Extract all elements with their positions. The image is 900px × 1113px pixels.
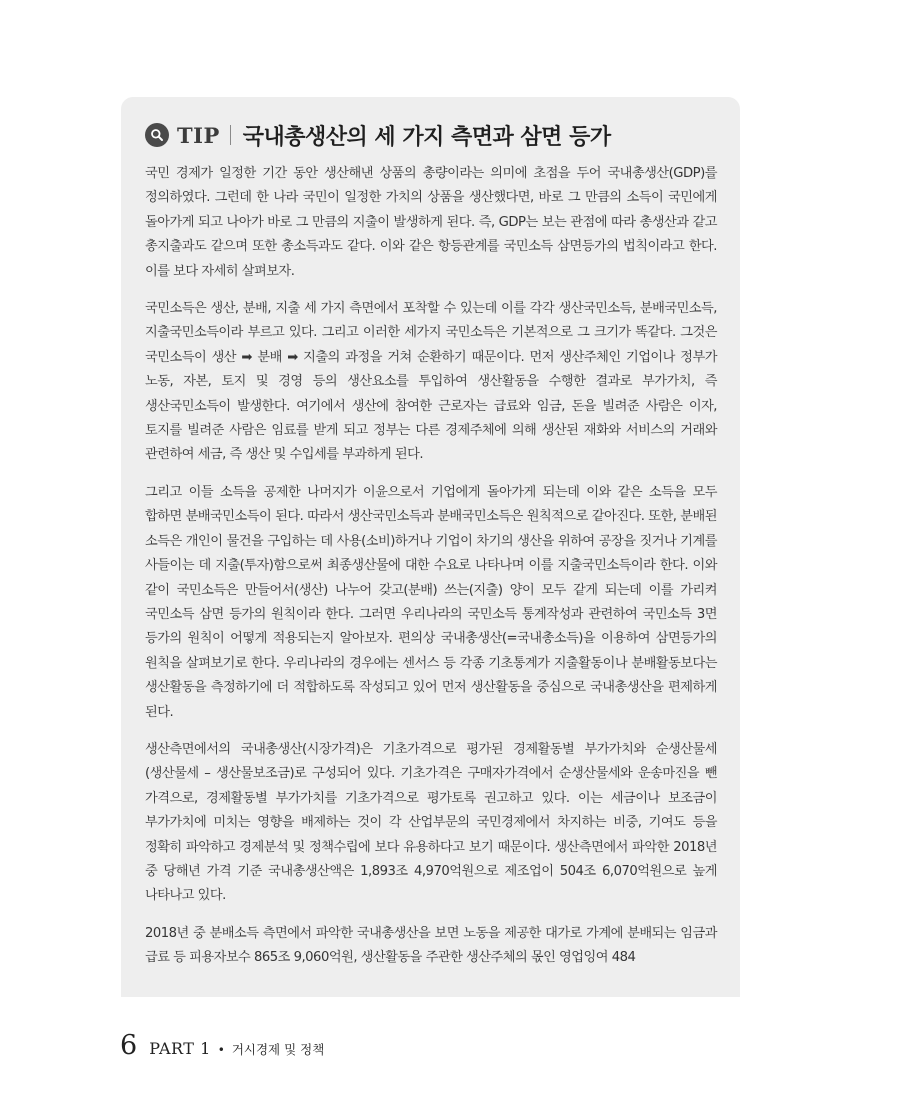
page-number: 6: [120, 1030, 138, 1061]
page-footer: [120, 1030, 324, 1070]
tip-header: [145, 118, 611, 152]
tip-title: 국내총생산의 세 가지 측면과 삼면 등가: [242, 124, 611, 150]
paragraph: 2018년 중 분배소득 측면에서 파악한 국내총생산을 보면 노동을 제공한 대가로 가계에 분배되는 임금과 급료 등 피용자보수 865조 9,060억원, 생산활동을 주관한 생산주체의 몫인 영업잉여 484: [145, 925, 717, 966]
part-label: PART 1: [149, 1039, 211, 1058]
tip-divider: [230, 125, 231, 145]
paragraph: 생산측면에서의 국내총생산(시장가격)은 기초가격으로 평가된 경제활동별 부가가치와 순생산물세(생산물세 – 생산물보조금)로 구성되어 있다. 기초가격은 구매자가격에서 순생산물세와 운송마진을 뺀 가격으로, 경제활동별 부가가치를 기초가격으로 평가토록 권고하고 있다. 이는 세금이나 보조금이 부가가치에 미치는 영향을 배제하는 것이 각 산업부문의 국민경제에서 차지하는 비중, 기여도 등을 정확히 파악하고 경제분석 및 정책수립에 보다 유용하다고 보기 때문이다. 생산측면에서 파악한 2018년 중 당해년 가격 기준 국내총생산액은 1,893조 4,970억원으로 제조업이 504조 6,070억원으로 높게 나타나고 있다.: [145, 741, 717, 904]
tip-content: [145, 162, 717, 984]
footer-bullet: •: [217, 1043, 225, 1057]
paragraph: 국민소득은 생산, 분배, 지출 세 가지 측면에서 포착할 수 있는데 이를 각각 생산국민소득, 분배국민소득, 지출국민소득이라 부르고 있다. 그리고 이러한 세가지 국민소득은 기본적으로 그 크기가 똑같다. 그것은 국민소득이 생산 ➡ 분배 ➡ 지출의 과정을 거쳐 순환하기 때문이다. 먼저 생산주체인 기업이나 정부가 노동, 자본, 토지 및 경영 등의 생산요소를 투입하여 생산활동을 수행한 결과로 부가가치, 즉 생산국민소득이 발생한다. 여기에서 생산에 참여한 근로자는 급료와 임금, 돈을 빌려준 사람은 이자, 토지를 빌려준 사람은 임료를 받게 되고 정부는 다른 경제주체에 의해 생산된 재화와 서비스의 거래와 관련하여 세금, 즉 생산 및 수입세를 부과하게 된다.: [145, 301, 717, 463]
search-icon: [145, 123, 169, 147]
paragraph: 국민 경제가 일정한 기간 동안 생산해낸 상품의 총량이라는 의미에 초점을 두어 국내총생산(GDP)를 정의하였다. 그런데 한 나라 국민이 일정한 가치의 상품을 생산했다면, 바로 그 만큼의 소득이 국민에게 돌아가게 되고 나아가 바로 그 만큼의 지출이 발생하게 된다. 즉, GDP는 보는 관점에 따라 총생산과 같고 총지출과도 같으며 또한 총소득과도 같다. 이와 같은 항등관계를 국민소득 삼면등가의 법칙이라고 한다. 이를 보다 자세히 살펴보자.: [145, 166, 717, 279]
section-name: 거시경제 및 정책: [231, 1042, 325, 1057]
paragraph: 그리고 이들 소득을 공제한 나머지가 이윤으로서 기업에게 돌아가게 되는데 이와 같은 소득을 모두 합하면 분배국민소득이 된다. 따라서 생산국민소득과 분배국민소득은 원칙적으로 같아진다. 또한, 분배된 소득은 개인이 물건을 구입하는 데 사용(소비)하거나 기업이 차기의 생산을 위하여 공장을 짓거나 기계를 사들이는 데 지출(투자)함으로써 최종생산물에 대한 수요로 나타나며 이를 지출국민소득이라 한다. 이와 같이 국민소득은 만들어서(생산) 나누어 갖고(분배) 쓰는(지출) 양이 모두 같게 되는데 이를 가리켜 국민소득 삼면 등가의 원칙이라 한다. 그러면 우리나라의 국민소득 통계작성과 관련하여 국민소득 3면 등가의 원칙이 어떻게 적용되는지 알아보자. 편의상 국내총생산(=국내총소득)을 이용하여 삼면등가의 원칙을 살펴보기로 한다. 우리나라의 경우에는 센서스 등 각종 기초통계가 지출활동이나 분배활동보다는 생산활동을 측정하기에 더 적합하도록 작성되고 있어 먼저 생산활동을 중심으로 국내총생산을 편제하게 된다.: [145, 484, 717, 720]
tip-label: TIP: [177, 122, 220, 148]
